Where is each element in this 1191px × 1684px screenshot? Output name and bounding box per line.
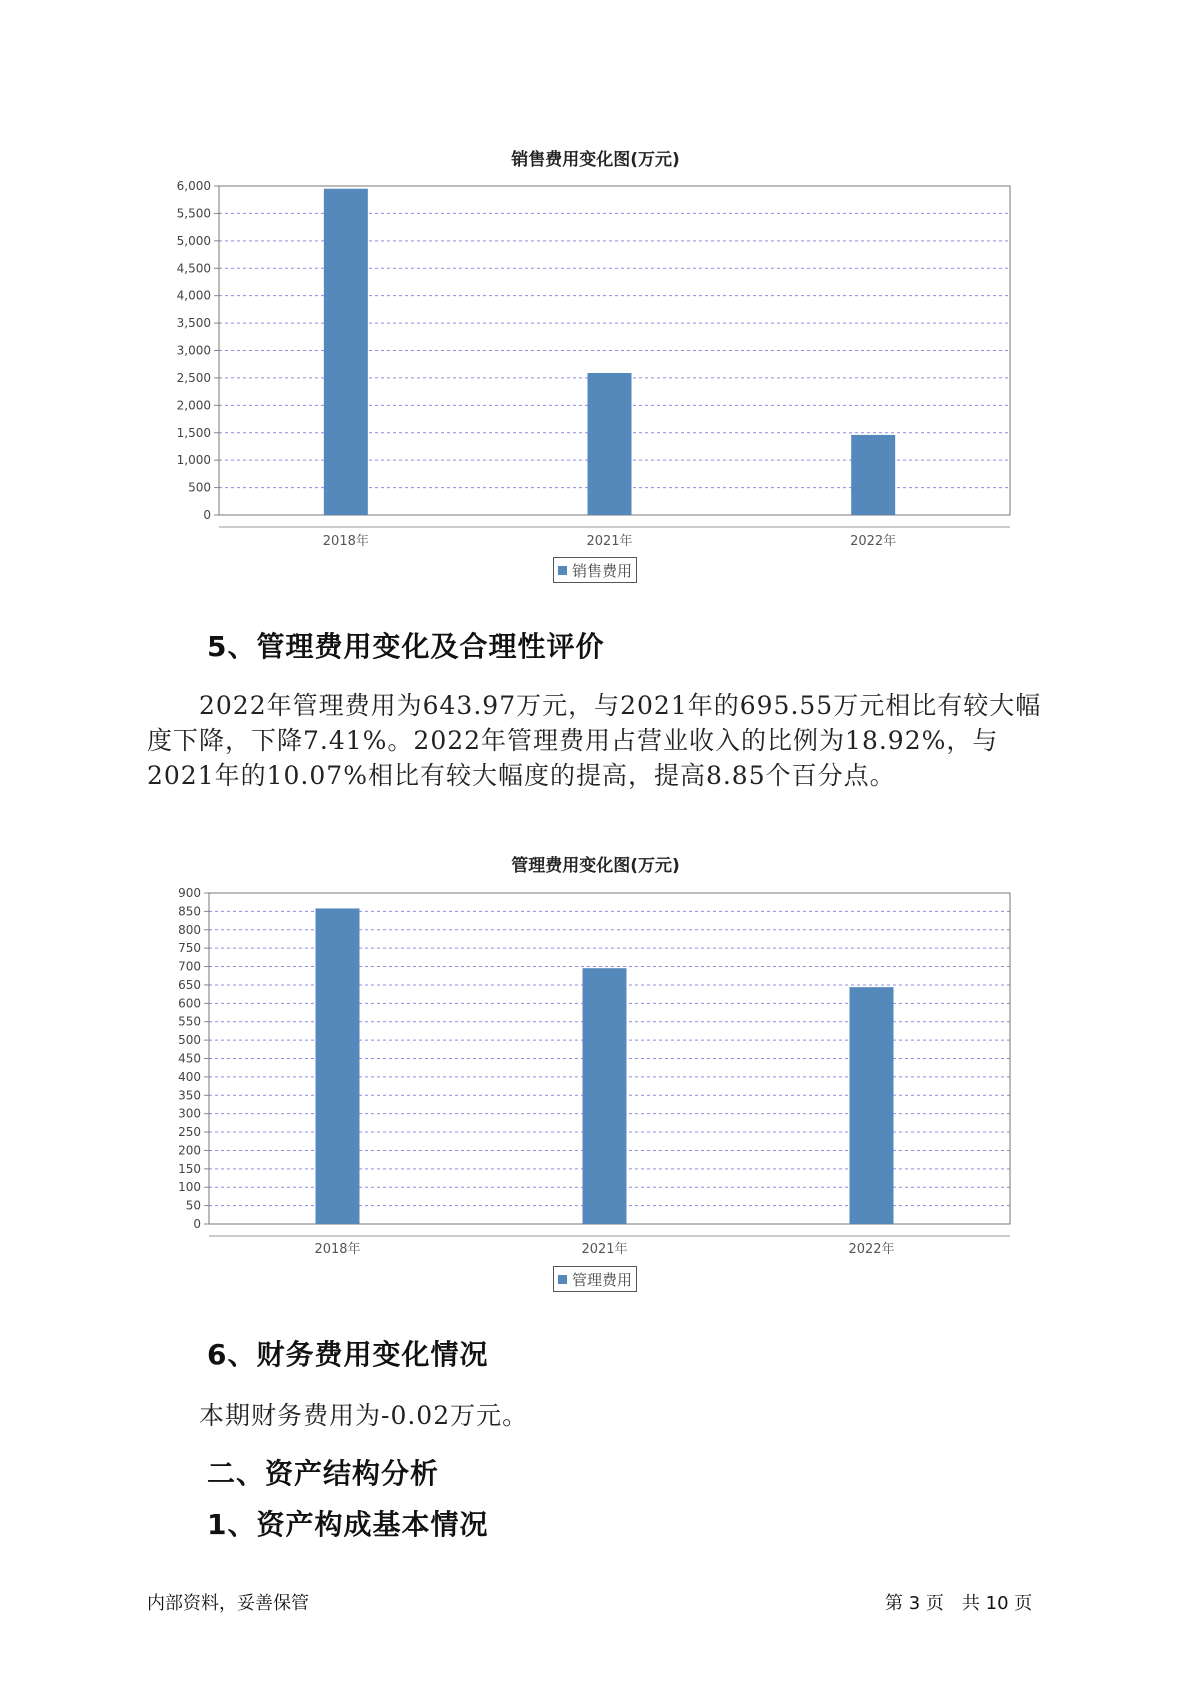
y-tick-label: 6,000	[176, 179, 211, 193]
x-tick-label: 2021年	[586, 534, 633, 549]
y-tick-label: 3,500	[176, 316, 211, 331]
bar	[850, 987, 894, 1224]
y-tick-label: 850	[178, 904, 201, 919]
y-tick-label: 200	[178, 1143, 201, 1158]
y-tick-label: 500	[188, 480, 211, 495]
y-tick-label: 1,000	[176, 453, 211, 468]
y-tick-label: 50	[185, 1198, 201, 1213]
y-tick-label: 2,000	[176, 398, 211, 413]
x-tick-label: 2022年	[850, 534, 897, 549]
y-tick-label: 0	[193, 1217, 201, 1231]
legend-label: 销售费用	[572, 561, 633, 580]
legend-label: 管理费用	[572, 1270, 633, 1289]
y-tick-label: 4,500	[176, 261, 211, 276]
chart-title: 销售费用变化图(万元)	[511, 150, 680, 170]
section-heading-6: 6、财务费用变化情况	[207, 1338, 489, 1371]
y-tick-label: 650	[178, 977, 201, 992]
x-tick-label: 2018年	[322, 534, 369, 549]
y-tick-label: 300	[178, 1106, 201, 1121]
footer-page-number: 第 3 页 共 10 页	[885, 1593, 1033, 1614]
paragraph-text: 本期财务费用为-0.02万元。	[199, 1401, 529, 1430]
chart-title: 管理费用变化图(万元)	[511, 856, 680, 876]
footer-left: 内部资料，妥善保管	[147, 1593, 309, 1614]
part-2-heading: 二、资产结构分析	[207, 1457, 440, 1490]
y-tick-label: 5,000	[176, 233, 211, 248]
y-tick-label: 750	[178, 941, 201, 956]
chart-legend	[553, 1266, 637, 1292]
subsection-heading-1: 1、资产构成基本情况	[207, 1508, 489, 1541]
y-tick-label: 250	[178, 1125, 201, 1140]
y-tick-label: 400	[178, 1069, 201, 1084]
y-tick-label: 900	[178, 886, 201, 900]
y-tick-label: 600	[178, 996, 201, 1011]
y-tick-label: 550	[178, 1014, 201, 1029]
y-tick-label: 100	[178, 1180, 201, 1195]
y-tick-label: 500	[178, 1033, 201, 1048]
y-tick-label: 3,000	[176, 343, 211, 358]
y-tick-label: 800	[178, 922, 201, 937]
paragraph-text: 2022年管理费用为643.97万元，与2021年的695.55万元相比有较大幅度下降，下降7.41%。2022年管理费用占营业收入的比例为18.92%，与2021年的10.07%相比有较大幅度的提高，提高8.85个百分点。	[147, 691, 1042, 790]
y-tick-label: 150	[178, 1161, 201, 1176]
y-tick-label: 4,000	[176, 288, 211, 303]
y-tick-label: 1,500	[176, 425, 211, 440]
y-tick-label: 5,500	[176, 206, 211, 221]
x-tick-label: 2018年	[314, 1242, 361, 1257]
y-tick-label: 450	[178, 1051, 201, 1066]
bar	[583, 968, 627, 1224]
bar	[316, 908, 360, 1224]
y-tick-label: 350	[178, 1088, 201, 1103]
y-tick-label: 0	[203, 508, 211, 522]
y-tick-label: 700	[178, 959, 201, 974]
x-tick-label: 2021年	[581, 1242, 628, 1257]
section-heading-5: 5、管理费用变化及合理性评价	[207, 630, 605, 663]
legend-swatch	[558, 1275, 567, 1284]
x-tick-label: 2022年	[848, 1242, 895, 1257]
y-tick-label: 2,500	[176, 370, 211, 385]
section-6-paragraph	[147, 1398, 1057, 1433]
